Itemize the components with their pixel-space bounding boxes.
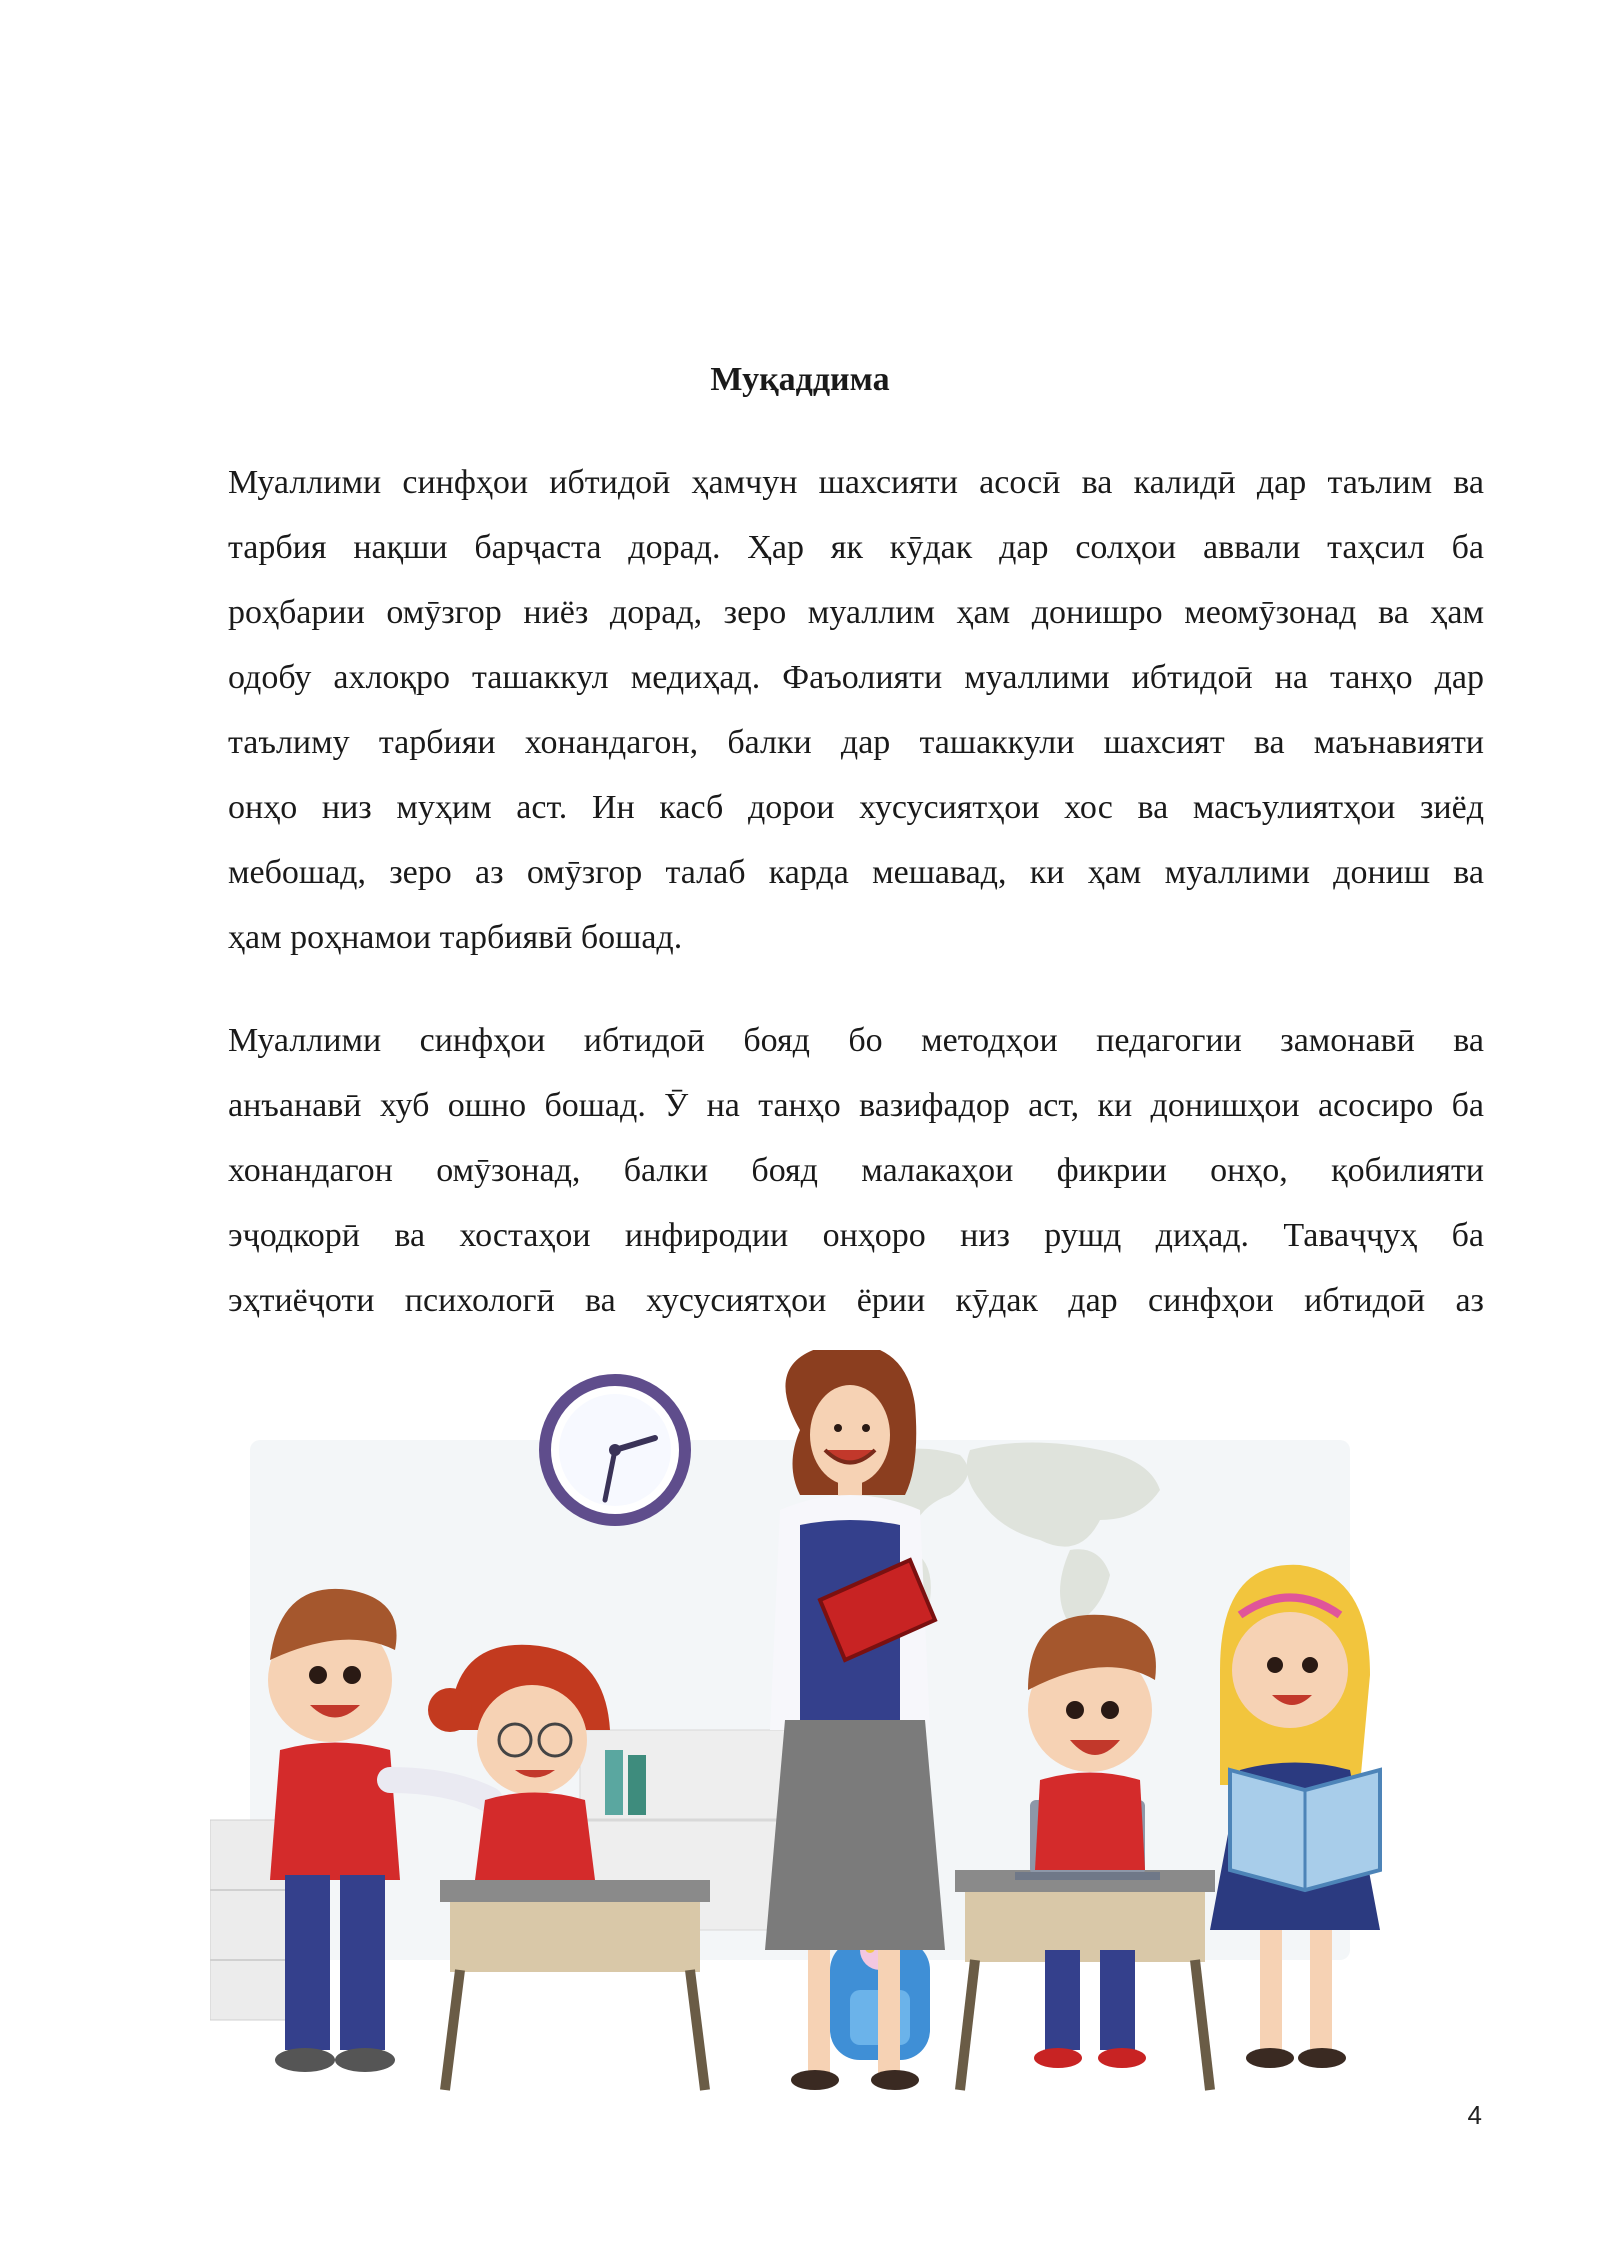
text-line: Муаллими синфҳои ибтидоӣ бояд бо методҳои педагогии замонавӣ ва xyxy=(228,1022,1484,1059)
text-line: Муаллими синфҳои ибтидоӣ ҳамчун шахсияти асосӣ ва калидӣ дар таълим ва xyxy=(228,464,1484,501)
text-line: онҳо низ муҳим аст. Ин касб дорои хусусиятҳои хос ва масъулиятҳои зиёд xyxy=(228,789,1484,826)
text-line: анъанавӣ хуб ошно бошад. Ӯ на танҳо вазифадор аст, ки донишҳои асосиро ба xyxy=(228,1087,1484,1124)
student-girl-book xyxy=(1210,1565,1380,2068)
page-number: 4 xyxy=(1467,2100,1482,2130)
text-line: таълиму тарбияи хонандагон, балки дар ташаккули шахсият ва маънавияти xyxy=(228,724,1484,761)
text-line: одобу ахлоқро ташаккул медиҳад. Фаъолияти муаллими ибтидоӣ на танҳо дар xyxy=(228,659,1484,696)
text-line: эҷодкорӣ ва хостаҳои инфиродии онҳоро низ рушд диҳад. Таваҷҷуҳ ба xyxy=(228,1217,1484,1254)
classroom-illustration xyxy=(210,1350,1390,2100)
text-line: ҳам роҳнамои тарбиявӣ бошад. xyxy=(228,919,683,956)
student-boy-right xyxy=(1028,1615,1156,2068)
left-desk xyxy=(440,1880,710,2090)
text-line: тарбия нақши барҷаста дорад. Ҳар як кӯдак дар солҳои аввали таҳсил ба xyxy=(228,529,1484,566)
text-line: эҳтиёҷоти психологӣ ва хусусиятҳои ёрии кӯдак дар синфҳои ибтидоӣ аз xyxy=(228,1282,1484,1319)
text-line: роҳбарии омӯзгор ниёз дорад, зеро муаллим ҳам донишро меомӯзонад ва ҳам xyxy=(228,594,1484,631)
section-title: Муқаддима xyxy=(710,361,890,398)
text-line: хонандагон омӯзонад, балки бояд малакаҳои фикрии онҳо, қобилияти xyxy=(228,1152,1484,1189)
text-line: мебошад, зеро аз омӯзгор талаб карда мешавад, ки ҳам муаллими дониш ва xyxy=(228,854,1484,891)
paragraph-1 xyxy=(228,450,1484,970)
right-desk xyxy=(955,1870,1215,2090)
wall-clock-icon xyxy=(545,1380,685,1520)
paragraph-2 xyxy=(228,1008,1484,1333)
